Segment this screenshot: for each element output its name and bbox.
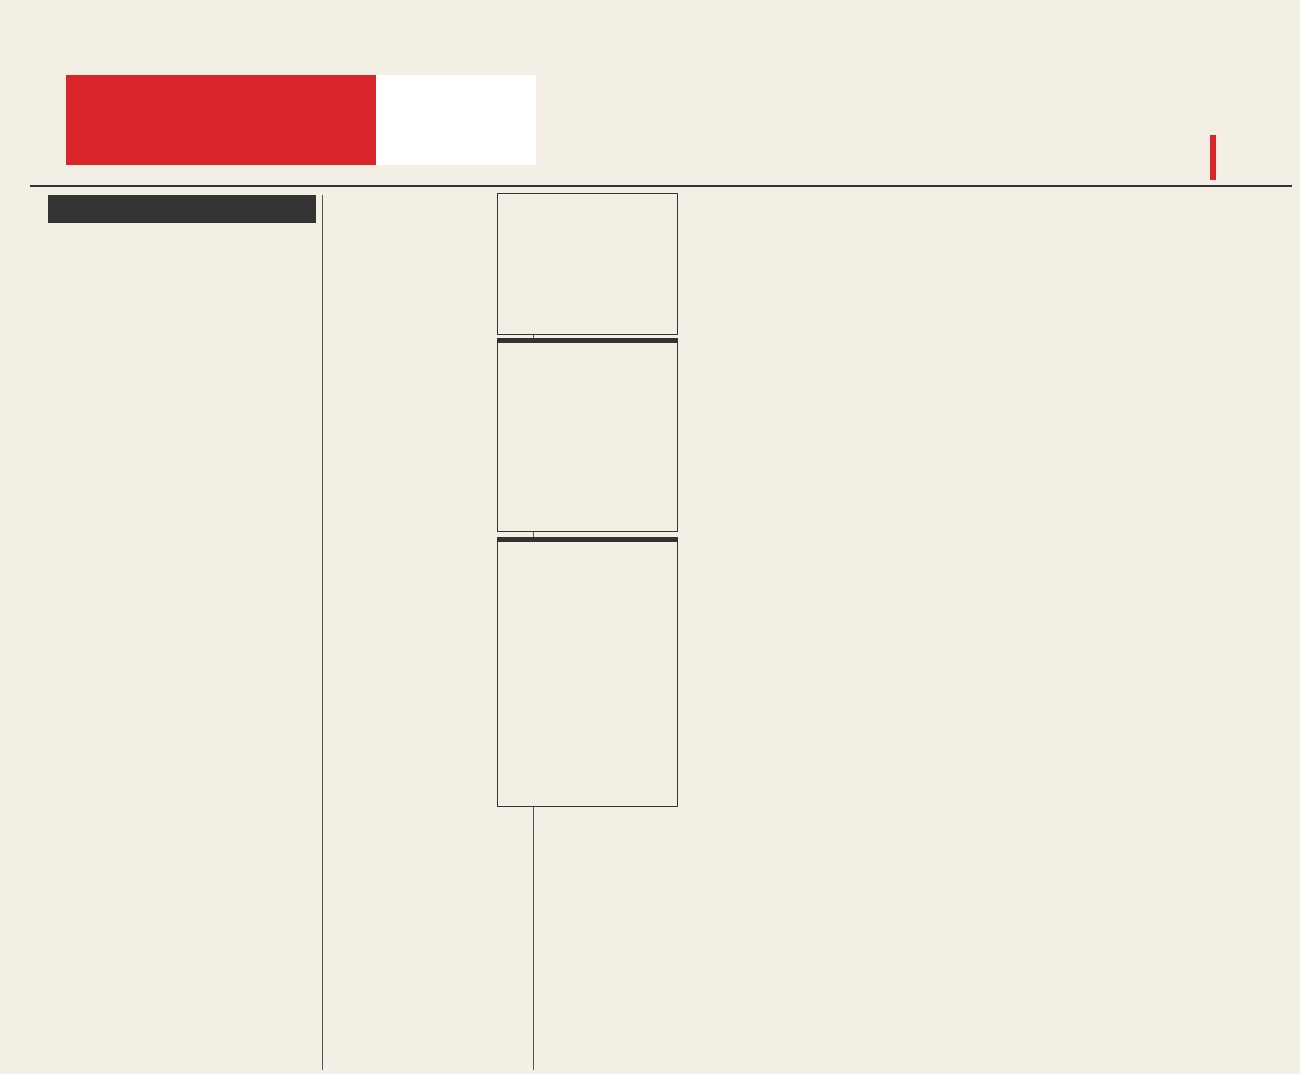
section-banner bbox=[66, 75, 376, 165]
lead-headline bbox=[376, 75, 536, 165]
public-notice-shantana-card bbox=[497, 193, 678, 335]
column-1 bbox=[48, 228, 316, 1070]
disinherit-notice bbox=[497, 338, 678, 532]
sarvajanik-suchna-box bbox=[497, 537, 678, 807]
sarvajanik-suchna-title bbox=[498, 538, 677, 542]
public-notice-title bbox=[498, 339, 677, 343]
header-rule bbox=[30, 185, 1292, 187]
classified-banner bbox=[48, 195, 316, 223]
page-number-bar bbox=[1210, 135, 1216, 180]
masthead bbox=[10, 75, 1295, 185]
column-divider bbox=[322, 195, 323, 1070]
